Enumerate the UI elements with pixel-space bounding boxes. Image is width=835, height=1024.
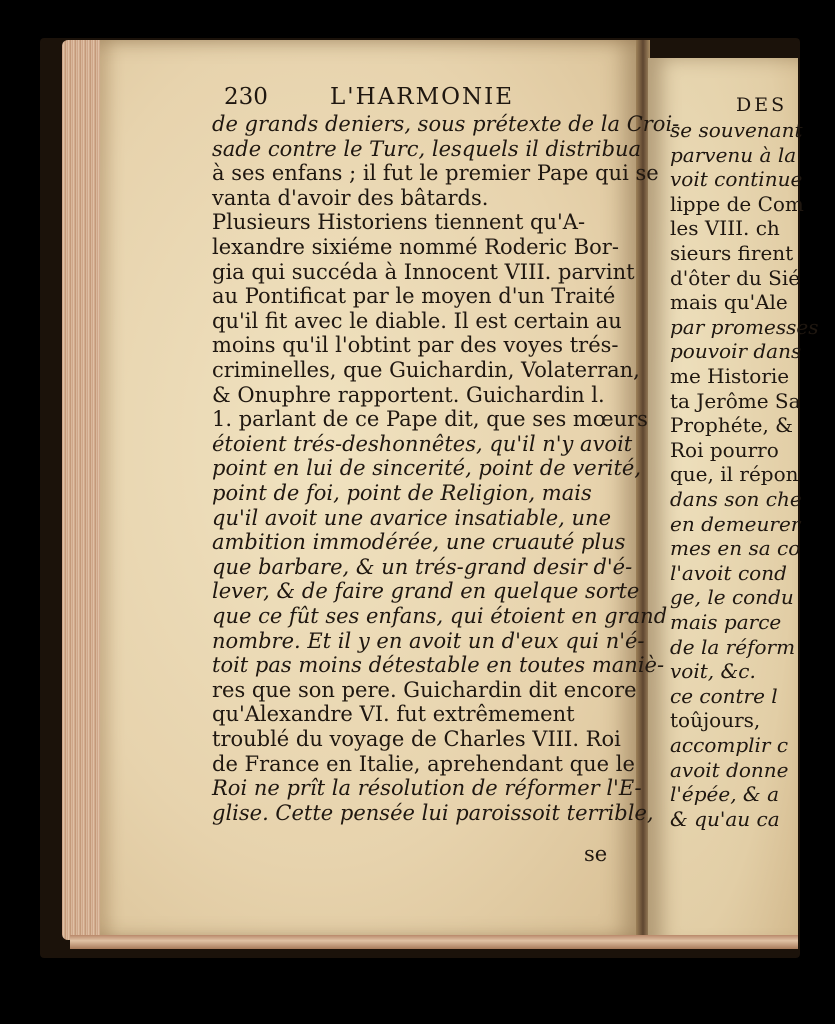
right-text-line: voit, &c. <box>670 659 756 684</box>
right-text-line: pouvoir dans <box>670 339 802 364</box>
page-number: 230 <box>224 84 268 110</box>
right-text-line: l'avoit cond <box>670 560 787 585</box>
right-page <box>648 58 819 948</box>
right-text-line: l'épée, & a <box>670 782 780 807</box>
text-line: sade contre le Turc, lesquels il distribua <box>212 136 642 161</box>
right-text-line: avoit donne <box>670 757 789 782</box>
right-text-line: dans son che <box>670 487 802 511</box>
right-text-line: lippe de Com <box>670 191 804 216</box>
text-line: qu'il fit avec le diable. Il est certain au <box>212 308 622 333</box>
text-line: qu'il avoit une avarice insatiable, une <box>212 505 612 530</box>
text-line: de France en Italie, aprehendant que le <box>212 751 635 776</box>
right-text-line: que, il répon <box>670 462 799 487</box>
right-text-line: parvenu à la <box>670 142 797 167</box>
text-line: point de foi, point de Religion, mais <box>212 481 592 505</box>
text-line: qu'Alexandre VI. fut extrêmement <box>212 702 575 727</box>
bottom-page-edge <box>70 935 798 949</box>
text-line: moins qu'il l'obtint par des voyes trés- <box>212 333 619 358</box>
right-text-line: en demeurer <box>670 511 801 536</box>
text-line: étoient trés-deshonnêtes, qu'il n'y avoit <box>212 431 633 456</box>
text-line: troublé du voyage de Charles VIII. Roi <box>212 727 621 751</box>
catchword: se <box>584 842 608 866</box>
right-text-line: voit continue <box>670 167 803 192</box>
running-head: L'HARMONIE <box>330 84 514 110</box>
right-text-line: mais qu'Ale <box>670 290 788 315</box>
text-line: à ses enfans ; il fut le premier Pape qui se <box>212 161 659 186</box>
right-text-line: Roi pourro <box>670 437 779 462</box>
text-line: nombre. Et il y en avoit un d'eux qui n'é- <box>212 628 645 653</box>
right-text-line: ce contre l <box>670 683 778 708</box>
text-line: gia qui succéda à Innocent VIII. parvint <box>212 259 635 284</box>
right-text-line: toûjours, <box>670 708 761 733</box>
right-running-head: DES <box>736 94 788 116</box>
right-text-line: mais parce <box>670 610 782 634</box>
right-text-line: sieurs firent <box>670 241 794 265</box>
text-line: lever, & de faire grand en quelque sorte <box>212 579 640 604</box>
text-line: ambition immodérée, une cruauté plus <box>212 530 626 555</box>
text-line: au Pontificat par le moyen d'un Traité <box>212 284 616 309</box>
text-line: criminelles, que Guichardin, Volaterran, <box>212 358 640 382</box>
right-text-line: ta Jerôme Sa <box>670 388 801 413</box>
text-line: Roi ne prît la résolution de réformer l'E- <box>212 776 642 801</box>
text-line: res que son pere. Guichardin dit encore <box>212 677 637 702</box>
right-text-line: accomplir c <box>670 733 789 757</box>
text-line: que ce fût ses enfans, qui étoient en grand <box>212 604 668 628</box>
right-text-line: d'ôter du Sié <box>670 265 801 290</box>
text-line: lexandre sixiéme nommé Roderic Bor- <box>212 235 619 259</box>
right-text-line: de la réform <box>670 634 796 659</box>
right-text-line: mes en sa co <box>670 536 801 561</box>
right-text-line: ge, le condu <box>670 585 794 610</box>
text-line: toit pas moins détestable en toutes maniè- <box>212 653 665 678</box>
text-line: & Onuphre rapportent. Guichardin l. <box>212 382 605 407</box>
right-text-line: se souvenant <box>670 118 803 142</box>
text-line: 1. parlant de ce Pape dit, que ses mœurs <box>212 407 648 432</box>
text-line: vanta d'avoir des bâtards. <box>212 185 489 210</box>
right-text-line: les VIII. ch <box>670 216 780 241</box>
right-text-line: Prophéte, & <box>670 413 793 438</box>
text-line: glise. Cette pensée lui paroissoit terrible, <box>212 800 654 825</box>
text-line: point en lui de sincerité, point de verité, <box>212 456 642 481</box>
right-text-line: & qu'au ca <box>670 806 780 831</box>
right-text-line: par promesses <box>670 314 819 339</box>
text-line: Plusieurs Historiens tiennent qu'A- <box>212 210 586 235</box>
right-text-line: me Historie <box>670 364 790 388</box>
text-line: de grands deniers, sous prétexte de la Croi- <box>212 112 680 136</box>
text-line: que barbare, & un trés-grand desir d'é- <box>212 554 633 579</box>
